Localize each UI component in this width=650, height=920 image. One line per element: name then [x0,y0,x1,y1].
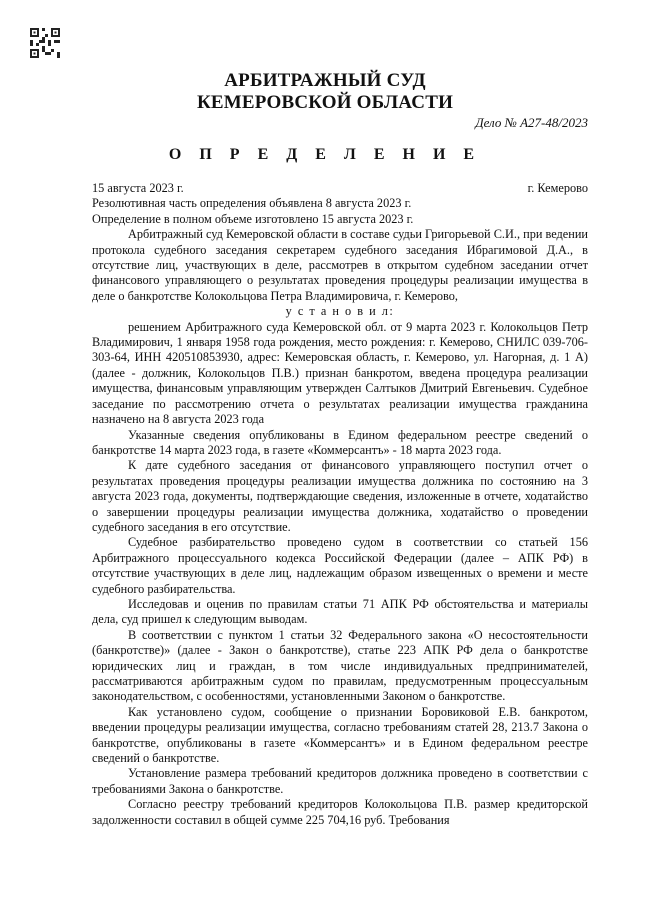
paragraph-claims: Установление размера требований кредиторов должника проведено в соответствии с требованиями Закона о банкротстве. [92,766,588,796]
case-number: Дело № А27-48/2023 [475,115,588,130]
paragraph-conclusions: Исследовав и оценив по правилам статьи 71 АПК РФ обстоятельства и материалы дела, суд пришел к следующим выводам. [92,596,588,627]
document-body [92,181,588,828]
paragraph-decision: решением Арбитражного суда Кемеровской обл. от 9 марта 2023 г. Колокольцов Петр Владимирович, 1 января 1958 года рождения, место рождения: г. Кемерово, СНИЛС 039-706-303-64, ИНН 420510853930, адрес: Кемеровская область, г. Кемерово, ул. Нагорная, д. 1 А) (далее - должник, Колокольцов П.В.) признан банкротом, введена процедура реализации имущества, финансовым управляющим утвержден Салтыков Дмитрий Евгеньевич. Судебное заседание по рассмотрению отчета о результатах реализации имущества гражданина назначено на 8 августа 2023 года [92,319,588,427]
qr-code-icon [30,28,60,58]
document-city: г. Кемерово [527,181,588,195]
paragraph-law: В соответствии с пунктом 1 статьи 32 Федерального закона «О несостоятельности (банкротстве)» (далее - Закон о банкротстве), статье 223 АПК РФ дела о банкротстве юридических лиц и граждан, в том числе индивидуальных предпринимателей, рассматриваются арбитражным судом по правилам, предусмотренным процессуальным законодательством, с особенностями, установленными Законом о банкротстве. [92,627,588,704]
established-heading: у с т а н о в и л: [285,304,395,319]
paragraph-intro: Арбитражный суд Кемеровской области в составе судьи Григорьевой С.И., при ведении протокола судебного заседания секретарем судебного заседания Ибрагимовой Д.А., в отсутствие лиц, участвующих в деле, рассмотрев в открытом судебном заседании отчет финансового управляющего о результатах проведения процедуры реализации имущества в деле о банкротстве Колокольцова Петра Владимировича, г. Кемерово, [92,227,588,303]
date-city-row [92,181,588,196]
full-text-date: Определение в полном объеме изготовлено 15 августа 2023 г. [92,211,414,226]
paragraph-established-court: Как установлено судом, сообщение о признании Боровиковой Е.В. банкротом, введении процедуры реализации имущества, согласно требованиям статей 28, 213.7 Закона о банкротстве, опубликованы в газете «Коммерсантъ» и в Едином федеральном реестре сведений о банкротстве. [92,704,588,766]
paragraph-report: К дате судебного заседания от финансового управляющего поступил отчет о результатах проведения процедуры реализации имущества должника по состоянию на 3 августа 2023 года, документы, подтверждающие сведения, изложенные в отчете, ходатайство о завершении процедуры реализации имущества должника, ходатайство о проведении судебного заседания в его отсутствие. [92,458,588,534]
court-name-line1: АРБИТРАЖНЫЙ СУД [224,70,426,91]
document-type-heading: О П Р Е Д Е Л Е Н И Е [168,146,482,163]
court-name-line2: КЕМЕРОВСКОЙ ОБЛАСТИ [196,92,454,113]
paragraph-registry: Согласно реестру требований кредиторов Колокольцова П.В. размер кредиторской задолженности составил в общей сумме 225 704,16 руб. Требования [92,797,588,827]
paragraph-publication: Указанные сведения опубликованы в Едином федеральном реестре сведений о банкротстве 14 марта 2023 года, в газете «Коммерсантъ» - 18 марта 2023 года. [92,427,588,457]
document-date: 15 августа 2023 г. [92,181,184,195]
resolution-announcement: Резолютивная часть определения объявлена 8 августа 2023 г. [92,196,412,211]
paragraph-trial: Судебное разбирательство проведено судом в соответствии со статьей 156 Арбитражного процессуального кодекса Российской Федерации (далее – АПК РФ) в отсутствие участвующих в деле лиц, надлежащим образом извещенных о времени и месте судебного разбирательства. [92,535,588,596]
court-name [0,70,650,114]
